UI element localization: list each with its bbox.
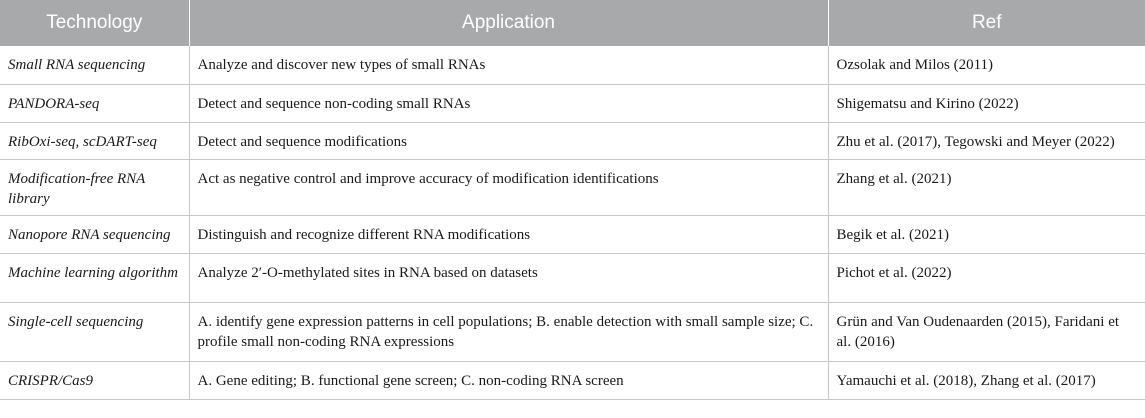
application-cell: Act as negative control and improve accuracy of modification identifications [189, 159, 828, 215]
column-header-ref: Ref [828, 0, 1145, 46]
application-cell: Analyze and discover new types of small RNAs [189, 46, 828, 84]
ref-cell: Pichot et al. (2022) [828, 253, 1145, 302]
technology-cell: Small RNA sequencing [0, 46, 189, 84]
table-row [0, 122, 1145, 159]
column-header-application: Application [189, 0, 828, 46]
ref-cell: Yamauchi et al. (2018), Zhang et al. (2017) [828, 361, 1145, 399]
table-row [0, 302, 1145, 361]
table-row [0, 215, 1145, 253]
table-row [0, 361, 1145, 399]
table-row [0, 159, 1145, 215]
application-cell: Analyze 2′-O-methylated sites in RNA based on datasets [189, 253, 828, 302]
application-cell: A. Gene editing; B. functional gene screen; C. non-coding RNA screen [189, 361, 828, 399]
ref-cell: Shigematsu and Kirino (2022) [828, 84, 1145, 122]
technology-cell: RibOxi-seq, scDART-seq [0, 122, 189, 159]
ref-cell: Ozsolak and Milos (2011) [828, 46, 1145, 84]
column-header-technology: Technology [0, 0, 189, 46]
table-row [0, 84, 1145, 122]
table-row [0, 46, 1145, 84]
technology-cell: Nanopore RNA sequencing [0, 215, 189, 253]
ref-cell: Zhang et al. (2021) [828, 159, 1145, 215]
application-cell: Detect and sequence non-coding small RNAs [189, 84, 828, 122]
application-cell: Detect and sequence modifications [189, 122, 828, 159]
technology-cell: PANDORA-seq [0, 84, 189, 122]
application-cell: A. identify gene expression patterns in cell populations; B. enable detection with small sample size; C. profile small non-coding RNA expressions [189, 302, 828, 361]
ref-cell: Grün and Van Oudenaarden (2015), Faridani et al. (2016) [828, 302, 1145, 361]
table-row [0, 253, 1145, 302]
ref-cell: Begik et al. (2021) [828, 215, 1145, 253]
ref-cell: Zhu et al. (2017), Tegowski and Meyer (2022) [828, 122, 1145, 159]
technology-cell: CRISPR/Cas9 [0, 361, 189, 399]
technology-cell: Machine learning algorithm [0, 253, 189, 302]
application-cell: Distinguish and recognize different RNA modifications [189, 215, 828, 253]
table-header-row [0, 0, 1145, 46]
technology-cell: Single-cell sequencing [0, 302, 189, 361]
technology-cell: Modification-free RNA library [0, 159, 189, 215]
